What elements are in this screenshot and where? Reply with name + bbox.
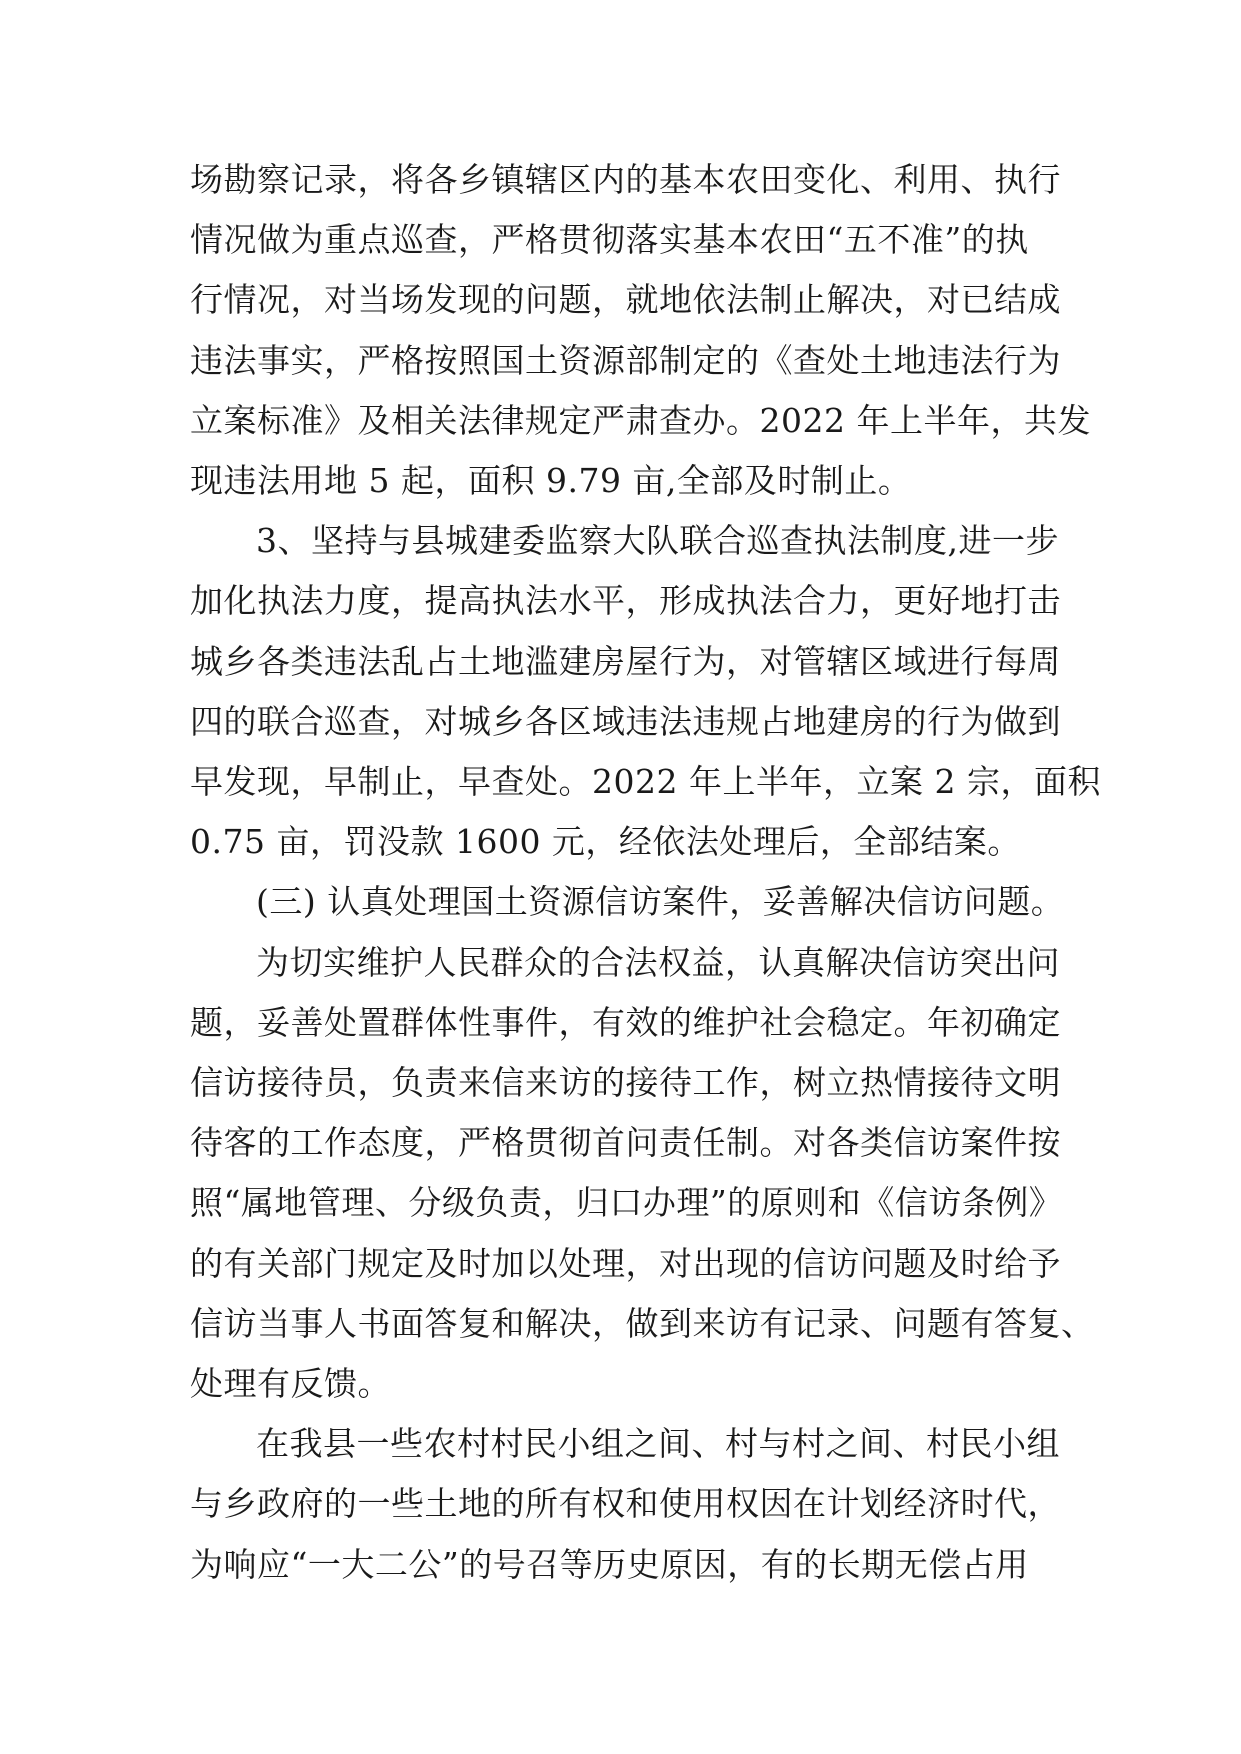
text-line: 早发现，早制止，早查处。2022 年上半年，立案 2 宗，面积 (190, 762, 1101, 802)
text-line: 信访接待员，负责来信来访的接待工作，树立热情接待文明 (190, 1063, 1061, 1103)
text-line: 行情况，对当场发现的问题，就地依法制止解决，对已结成 (190, 280, 1061, 320)
text-line: 加化执法力度，提高执法水平，形成执法合力，更好地打击 (190, 581, 1061, 621)
text-line: 城乡各类违法乱占土地滥建房屋行为，对管辖区域进行每周 (190, 641, 1061, 681)
text-line: 0.75 亩，罚没款 1600 元，经依法处理后，全部结案。 (190, 822, 1021, 862)
text-line: 立案标准》及相关法律规定严肃查办。2022 年上半年，共发 (190, 400, 1091, 440)
text-line: 在我县一些农村村民小组之间、村与村之间、村民小组 (256, 1424, 1060, 1464)
document-body (190, 150, 1101, 1595)
paragraph-4 (190, 1414, 1070, 1595)
text-line: 与乡政府的一些土地的所有权和使用权因在计划经济时代， (190, 1484, 1061, 1524)
text-line: 照“属地管理、分级负责，归口办理”的原则和《信访条例》 (190, 1183, 1063, 1223)
text-line: 3、坚持与县城建委监察大队联合巡查执法制度,进一步 (256, 521, 1059, 561)
paragraph-2 (190, 511, 1101, 872)
paragraph-1 (190, 150, 1091, 511)
text-line: 现违法用地 5 起，面积 9.79 亩,全部及时制止。 (190, 461, 912, 501)
text-line: 四的联合巡查，对城乡各区域违法违规占地建房的行为做到 (190, 701, 1061, 741)
paragraph-3 (190, 933, 1095, 1415)
text-line: (三) 认真处理国土资源信访案件，妥善解决信访问题。 (256, 882, 1065, 922)
text-line: 为响应“一大二公”的号召等历史原因，有的长期无偿占用 (190, 1544, 1029, 1584)
text-line: 题，妥善处置群体性事件，有效的维护社会稳定。年初确定 (190, 1002, 1061, 1042)
section-heading (190, 872, 1070, 932)
text-line: 信访当事人书面答复和解决，做到来访有记录、问题有答复、 (190, 1303, 1095, 1343)
text-line: 待客的工作态度，严格贯彻首问责任制。对各类信访案件按 (190, 1123, 1061, 1163)
text-line: 的有关部门规定及时加以处理，对出现的信访问题及时给予 (190, 1243, 1061, 1283)
text-line: 情况做为重点巡查，严格贯彻落实基本农田“五不准”的执 (190, 220, 1029, 260)
text-line: 场勘察记录，将各乡镇辖区内的基本农田变化、利用、执行 (190, 160, 1061, 199)
text-line: 为切实维护人民群众的合法权益，认真解决信访突出问 (256, 942, 1060, 982)
text-line: 违法事实，严格按照国土资源部制定的《查处土地违法行为 (190, 340, 1061, 380)
text-line: 处理有反馈。 (190, 1364, 391, 1404)
